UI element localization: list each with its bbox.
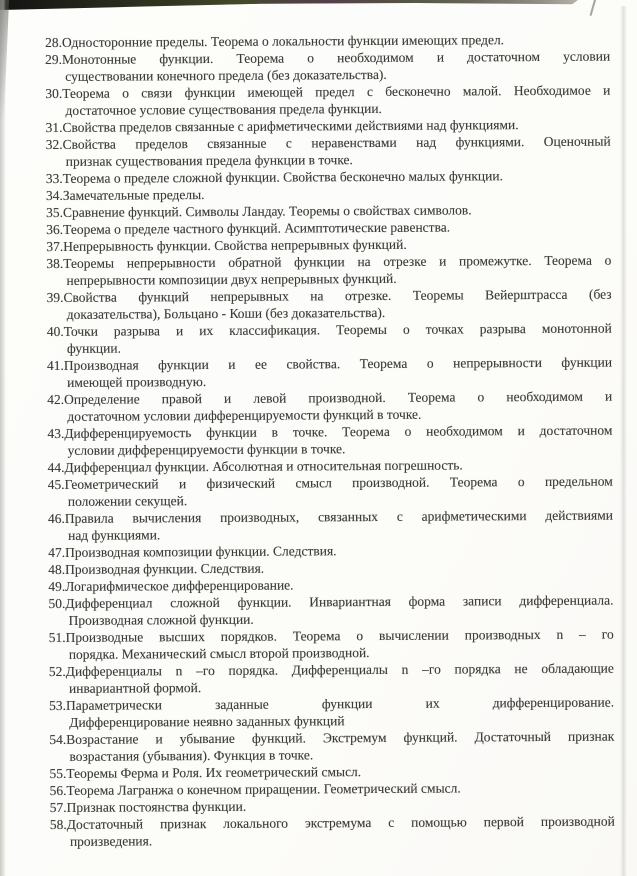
item-38-text-cont: непрерывности композиции двух непрерывных функций. <box>66 270 397 288</box>
item-58-text: 58.Достаточный признак локального экстремума с помощью первой производной <box>49 813 615 832</box>
item-45-text: 45.Геометрический и физический смысл производной. Теорема о предельном <box>47 473 613 492</box>
numbered-topic-list <box>45 31 615 850</box>
item-34-text: 34.Замечательные пределы. <box>45 187 205 203</box>
list-item-52 <box>49 660 614 697</box>
item-30-text: 30.Теорема о связи функции имеющей предел с бесконечно малой. Необходимое и <box>45 82 611 101</box>
item-53-text: 53.Параметрически заданные функции их дифференцирование. <box>49 694 615 713</box>
item-39-text: 39.Свойства функций непрерывных на отрезке. Теоремы Вейерштрасса (без <box>46 286 612 305</box>
item-55-text: 55.Теоремы Ферма и Роля. Их геометрический смысл. <box>49 764 362 781</box>
item-41-text-cont: имеющей производную. <box>67 374 207 390</box>
item-37-text: 37.Непрерывность функции. Свойства непрерывных функций. <box>46 236 407 254</box>
list-item-58 <box>50 813 615 850</box>
item-31-text: 31.Свойства пределов связанные с арифметическими действиями над функциями. <box>45 117 519 135</box>
item-50-text-cont: Производная сложной функции. <box>68 611 254 628</box>
item-42-text-cont: достаточном условии дифференцируемости функций в точке. <box>67 406 422 424</box>
item-58-text-cont: произведения. <box>69 833 153 849</box>
item-46-text-cont: над функциями. <box>68 527 161 543</box>
list-item-50 <box>48 592 613 629</box>
item-54-text-cont: возрастания (убывания). Функция в точке. <box>69 747 314 764</box>
item-32-text: 32.Свойства пределов связанные с неравенствами над функциями. Оценочный <box>45 133 611 152</box>
list-item-40 <box>47 320 612 357</box>
item-49-text: 49.Логарифмическое дифференцирование. <box>48 577 294 594</box>
item-29-text-cont: существовании конечного предела (без доказательства). <box>65 66 387 84</box>
item-51-text: 51.Производные высших порядков. Теорема о вычислении производных n – го <box>48 626 614 645</box>
list-item-51 <box>49 626 614 663</box>
list-item-39 <box>47 286 612 323</box>
item-48-text: 48.Производная функции. Следствия. <box>48 560 265 577</box>
item-44-text: 44.Дифференциал функции. Абсолютная и относительная погрешность. <box>47 457 463 475</box>
list-item-41 <box>47 354 612 391</box>
item-50-text: 50.Дифференциал сложной функции. Инвариантная форма записи дифференциала. <box>48 592 614 611</box>
item-29-text: 29.Монотонные функции. Теорема о необходимом и достаточном условии <box>45 48 611 67</box>
item-43-text: 43.Дифференцируемость функции в точке. Теорема о необходимом и достаточном <box>47 422 613 441</box>
item-53-text-cont: Дифференцирование неявно заданных функций <box>69 713 345 730</box>
list-item-42 <box>47 388 612 425</box>
item-46-text: 46.Правила вычисления производных, связанных с арифметическими действиями <box>47 507 613 526</box>
scan-left-edge-artifact <box>0 0 6 876</box>
item-47-text: 47.Производная композиции функции. Следствия. <box>48 543 337 560</box>
list-item-29 <box>45 48 610 85</box>
scan-right-crease-artifact <box>620 6 627 876</box>
item-30-text-cont: достаточное условие существования предела функции. <box>65 100 382 118</box>
scan-left-corner-shadow <box>0 0 9 120</box>
list-item-45 <box>48 473 613 510</box>
item-52-text-cont: инвариантной формой. <box>68 680 202 696</box>
item-45-text-cont: положении секущей. <box>67 493 188 509</box>
list-item-43 <box>47 422 612 459</box>
list-item-54 <box>49 728 614 765</box>
item-56-text: 56.Теорема Лагранжа о конечном приращении. Геометрический смысл. <box>49 780 461 798</box>
item-38-text: 38.Теоремы непрерывности обратной функции на отрезке и промежутке. Теорема о <box>46 252 612 271</box>
list-item-30 <box>45 82 610 119</box>
list-item-38 <box>46 252 611 289</box>
list-item-32 <box>46 133 611 170</box>
item-40-text-cont: функции. <box>66 340 121 356</box>
item-41-text: 41.Производная функции и ее свойства. Теорема о непрерывности функции <box>46 354 613 373</box>
scan-corner-nick-mark <box>590 0 597 16</box>
item-32-text-cont: признак существования предела функции в точке. <box>65 152 353 169</box>
item-35-text: 35.Сравнение функций. Символы Ландау. Теоремы о свойствах символов. <box>46 202 472 220</box>
item-54-text: 54.Возрастание и убывание функций. Экстремум функций. Достаточный признак <box>49 728 615 747</box>
item-40-text: 40.Точки разрыва и их классификация. Теоремы о точках разрыва монотонной <box>46 320 612 339</box>
item-36-text: 36.Теорема о пределе частного функций. Асимптотические равенства. <box>46 219 451 237</box>
item-33-text: 33.Теорема о пределе сложной функции. Свойства бесконечно малых функции. <box>45 168 503 186</box>
scan-top-edge-artifact <box>0 0 578 10</box>
item-52-text: 52.Дифференциалы n –го порядка. Дифференциалы n –го порядка не обладающие <box>48 660 614 679</box>
item-28-text: 28.Односторонние пределы. Теорема о локальности функции имеющих предел. <box>45 32 505 50</box>
list-item-53 <box>49 694 614 731</box>
item-42-text: 42.Определение правой и левой производной. Теорема о необходимом и <box>47 388 613 407</box>
item-51-text-cont: порядка. Механический смысл второй производной. <box>68 645 370 662</box>
list-item-46 <box>48 507 613 544</box>
item-43-text-cont: условии дифференцируемости функции в точке. <box>67 441 346 458</box>
item-39-text-cont: доказательства), Больцано - Коши (без доказательства). <box>66 304 386 322</box>
item-57-text: 57.Признак постоянства функции. <box>49 798 247 815</box>
